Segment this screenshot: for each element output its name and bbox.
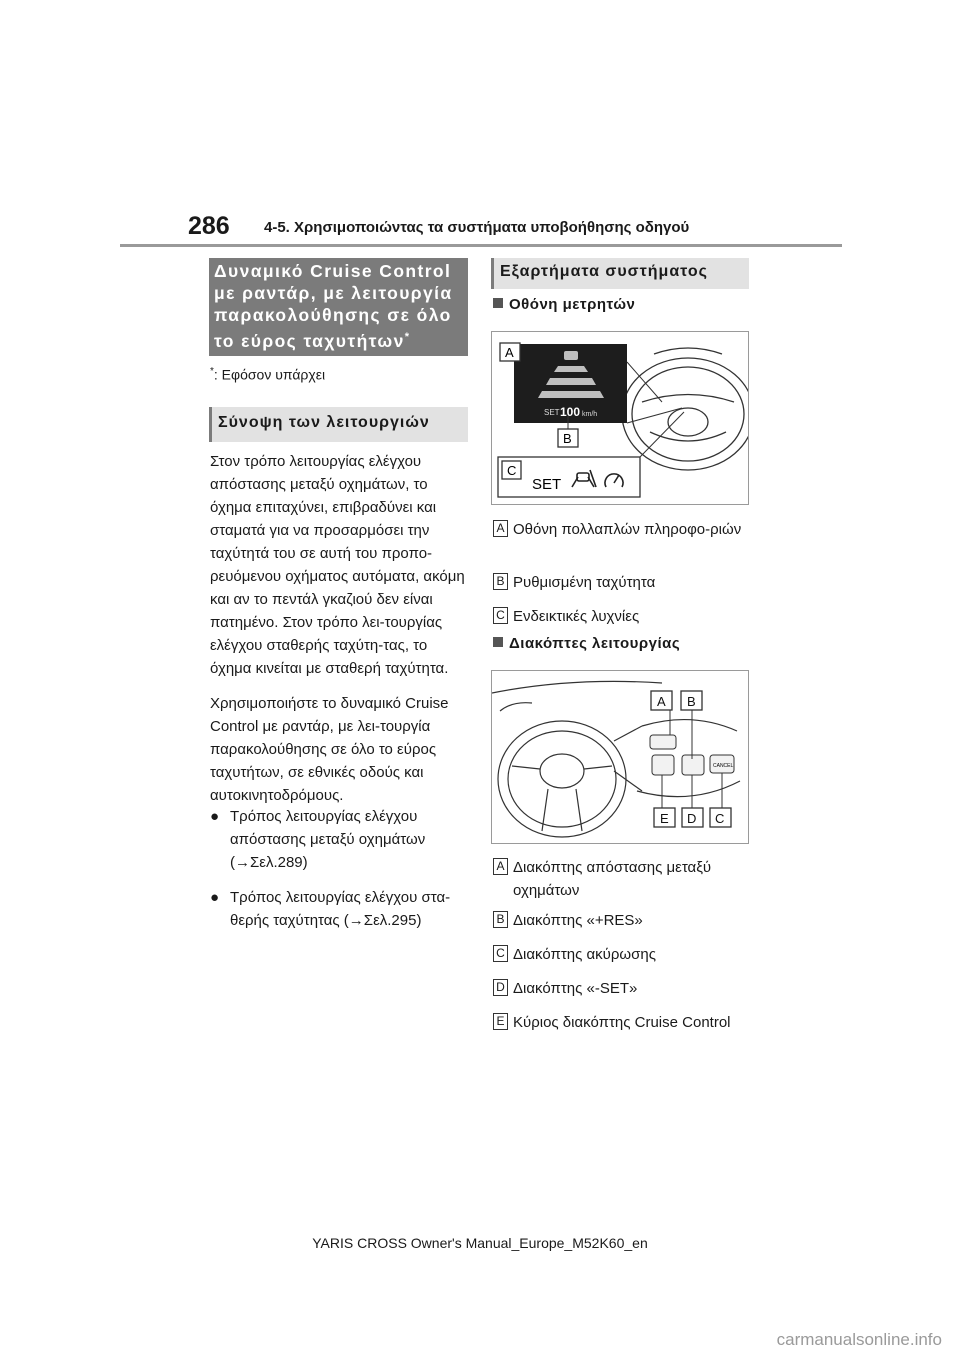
display-speed: 100 (560, 405, 581, 419)
feature-title-line-4 (214, 326, 468, 352)
legend-item (493, 1011, 749, 1034)
legend-item (493, 571, 749, 594)
legend-item (493, 518, 749, 541)
legend-text: Οθόνη πολλαπλών πληροφο-ριών (513, 521, 742, 538)
feature-title-box (209, 258, 468, 356)
legend-tag: B (493, 573, 508, 590)
switch-label-b: B (687, 694, 696, 709)
steering-wheel-outline (498, 721, 626, 837)
footnote-mark: * (210, 366, 214, 377)
meter-display-illustration (492, 332, 748, 504)
preceding-vehicle-icon (564, 351, 578, 360)
legend-item (493, 856, 749, 902)
operation-switches-figure (491, 670, 749, 844)
legend-item (493, 909, 749, 932)
footer-text: YARIS CROSS Owner's Manual_Europe_M52K60_en (312, 1235, 648, 1251)
bullet-item (210, 805, 468, 874)
legend-text: Κύριος διακόπτης Cruise Control (513, 1014, 731, 1031)
overview-heading: Σύνοψη των λειτουργιών (209, 407, 468, 442)
bullet-text: Τρόπος λειτουργίας ελέγχου απόστασης μεταξύ οχημάτων (→Σελ.289) (230, 808, 426, 871)
switch-label-c: C (715, 811, 725, 826)
operation-switches-illustration (492, 671, 748, 843)
page-number: 286 (188, 212, 230, 240)
legend-text: Διακόπτης «-SET» (513, 980, 638, 997)
footnote-text: : Εφόσον υπάρχει (213, 366, 326, 383)
bullet-text: Τρόπος λειτουργίας ελέγχου στα-θερής ταχύτητας (→Σελ.295) (230, 889, 451, 929)
feature-title-line-2: με ραντάρ, με λειτουργία (214, 283, 453, 303)
legend-text: Διακόπτης «+RES» (513, 912, 643, 929)
bullet-dot: ● (210, 889, 220, 906)
legend-item (493, 605, 749, 628)
watermark: carmanualsonline.info (776, 1330, 942, 1349)
legend-tag: A (493, 520, 508, 537)
footnote (210, 366, 325, 383)
components-heading: Εξαρτήματα συστήματος (491, 258, 749, 289)
legend-tag: D (493, 979, 508, 996)
label-c: C (507, 463, 517, 478)
subheading-operation-switches-text: Διακόπτες λειτουργίας (509, 635, 681, 652)
feature-title-line-3: παρακολούθησης σε όλο (214, 305, 452, 325)
meter-display-figure (491, 331, 749, 505)
legend-item (493, 943, 749, 966)
legend-text: Ενδεικτικές λυχνίες (513, 608, 640, 625)
res-set-switch (682, 755, 704, 775)
distance-switch (650, 735, 676, 749)
square-bullet-icon (493, 298, 503, 308)
display-unit: km/h (582, 411, 598, 418)
legend-tag: B (493, 911, 508, 928)
label-b: B (563, 431, 572, 446)
display-set-text: SET (544, 408, 560, 417)
legend-tag: E (493, 1013, 508, 1030)
switch-label-a: A (657, 694, 666, 709)
cancel-switch-label: CANCEL (713, 763, 734, 769)
legend-text: Διακόπτης ακύρωσης (513, 946, 656, 963)
feature-title-footnote-mark: * (404, 331, 411, 343)
steering-wheel-outline (622, 358, 748, 470)
main-cruise-switch (652, 755, 674, 775)
legend-tag: A (493, 858, 508, 875)
bullet-dot: ● (210, 808, 220, 825)
switch-label-d: D (687, 811, 697, 826)
legend-tag: C (493, 607, 508, 624)
label-a: A (505, 345, 514, 360)
legend-item (493, 977, 749, 1000)
legend-tag: C (493, 945, 508, 962)
overview-paragraph-2: Χρησιμοποιήστε το δυναμικό Cruise Control με ραντάρ, με λει-τουργία παρακολούθησης σε όλο το εύρος ταχυτήτων, σε εθνικές οδούς και αυτοκινητοδρόμους. (210, 695, 449, 804)
set-indicator: SET (532, 476, 562, 493)
bullet-item (210, 886, 468, 932)
header-divider (120, 244, 842, 247)
subheading-meter-display-text: Οθόνη μετρητών (509, 296, 636, 313)
feature-title-line-1: Δυναμικό Cruise Control (214, 261, 452, 281)
subheading-operation-switches (493, 635, 680, 652)
overview-paragraph-1: Στον τρόπο λειτουργίας ελέγχου απόστασης μεταξύ οχημάτων, το όχημα επιταχύνει, επιβραδύνει και σταματά για να προσαρμόσει την ταχύτητά του σε αυτή του προπο-ρευόμενου οχήματος αυτόματα, ακόμη και αν το πεντάλ γκαζιού δεν είναι πατημένο. Στον τρόπο λει-τουργίας ελέγχου σταθερής ταχύτη-τας, το όχημα κινείται με σταθερή ταχύτητα. (210, 453, 465, 677)
feature-title-line-4-text: το εύρος ταχυτήτων (214, 330, 405, 351)
section-title: 4-5. Χρησιμοποιώντας τα συστήματα υποβοήθησης οδηγού (264, 219, 690, 236)
subheading-meter-display (493, 296, 635, 313)
square-bullet-icon (493, 637, 503, 647)
legend-text: Ρυθμισμένη ταχύτητα (513, 574, 656, 591)
switch-label-e: E (660, 811, 669, 826)
legend-text: Διακόπτης απόστασης μεταξύ οχημάτων (513, 859, 712, 899)
